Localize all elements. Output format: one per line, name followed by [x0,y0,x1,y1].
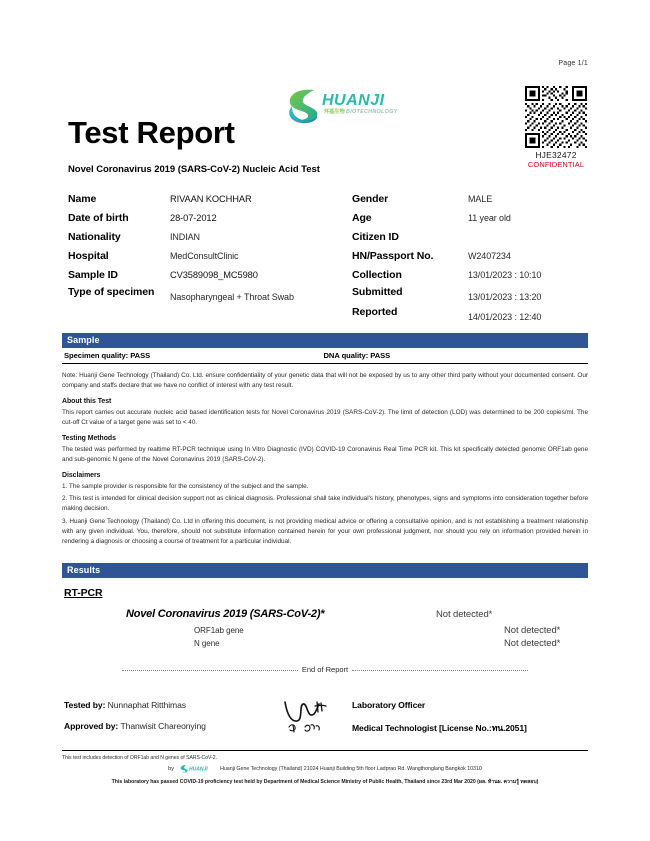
confidentiality-note: Note: Huanji Gene Technology (Thailand) Co. Ltd. ensure confidentiality of your genetic data that will not be exposed by us to any other third party without your documented consent. Our company and staffs declare that we have no conflict of interest with any test result. [62,372,588,389]
report-footer [62,755,588,786]
value-sample-id: CV3589098_MC5980 [170,270,258,280]
value-reported: 14/01/2023 : 12:40 [468,312,542,322]
label-nationality: Nationality [68,231,121,243]
report-subtitle: Novel Coronavirus 2019 (SARS-CoV-2) Nucleic Acid Test [68,164,320,175]
label-hospital: Hospital [68,250,109,262]
label-reported: Reported [352,306,398,318]
approved-by-label: Approved by: [64,721,119,732]
handwritten-signature-icon [277,694,347,738]
label-hn-passport: HN/Passport No. [352,250,434,262]
result-value: Not detected* [504,638,561,650]
result-name: ORF1ab gene [194,626,244,636]
disclaimer-item-1: 1. The sample provider is responsible for the consistency of the subject and the sample. [62,482,309,490]
report-code-id: HJE32472 [535,150,577,160]
footer-by-label: by [168,765,175,772]
section-header-sample: Sample [62,333,588,348]
label-name: Name [68,193,97,205]
confidential-badge: CONFIDENTIAL [527,159,585,169]
disclaimers-heading: Disclaimers [62,471,101,479]
report-sheet [62,60,588,786]
qr-block [525,86,587,169]
signature-roles [352,700,527,746]
end-of-report-label: End of Report [301,665,349,675]
specimen-quality: Specimen quality: PASS [64,351,151,360]
testing-methods-text: The tested was performed by realtime RT-PCR technique using In Vitro Diagnostic (IVD) COVID-19 Coronavirus Real Time PCR kit. This kit specifically detected genomic ORF1ab gene and sub-genomic N gene of the Novel Coronavirus 2019 (SARS-CoV-2). [62,445,588,463]
footer-company-line [62,764,588,773]
value-hn-passport: W2407234 [468,251,511,261]
report-header [62,60,588,180]
result-row [62,638,588,649]
about-this-test-heading: About this Test [62,397,112,405]
role-medical-technologist: Medical Technologist [License No.:ทน.2051] [352,723,527,734]
label-age: Age [352,212,372,224]
svg-text:HUANJI: HUANJI [189,766,208,773]
signature-block [62,700,588,744]
label-gender: Gender [352,193,389,205]
dotted-line-right [352,669,528,671]
value-name: RIVAAN KOCHHAR [170,194,252,204]
label-submitted: Submitted [352,286,403,298]
spacer-cell-2 [170,305,352,310]
dotted-line-left [122,669,298,671]
result-row [62,625,588,636]
qr-code-image [525,86,587,148]
disclaimer-item-2: 2. This test is intended for clinical decision support not as clinical diagnosis. Professional shall take individual's history, phenotypes, signs and symptoms into consideration together before making decision. [62,495,588,513]
value-nationality: INDIAN [170,232,200,242]
label-specimen-type: Type of specimen [68,286,155,298]
value-collection: 13/01/2023 : 10:10 [468,270,542,280]
footer-certification: This laboratory has passed COVID-19 proficiency test held by Department of Medical Science Ministry of Public Health, Thailand since 23rd Mar 2020 (ผล. ท้านผ. ความรู้ ทดสอบ) [111,779,539,786]
result-value: Not detected* [436,609,493,621]
page-title: Test Report [68,115,235,150]
huanji-logo [284,86,416,126]
label-citizen-id: Citizen ID [352,231,399,243]
tested-by-label: Tested by: [64,700,106,711]
dna-quality: DNA quality: PASS [323,351,391,360]
role-laboratory-officer: Laboratory Officer [352,700,426,711]
footer-test-note: This test includes detection of ORF1ab and N genes of SARS-CoV-2. [62,755,217,762]
result-row [62,608,588,620]
label-dob: Date of birth [68,212,129,224]
about-this-test-text: This report carries out accurate nucleic acid based identification tests for Novel Coronavirus 2019 (SARS-CoV-2). The limit of detection (LOD) was determined to be 200 copies/ml. The cut-off Ct value of a target gene was set to < 40. [62,408,588,426]
results-list [62,608,588,649]
tested-by-name: Nunnaphat Ritthimas [107,700,186,711]
value-submitted: 13/01/2023 : 13:20 [468,292,542,302]
tested-by-line [64,700,206,710]
result-value: Not detected* [504,625,561,637]
value-dob: 28-07-2012 [170,213,217,223]
approved-by-line [64,721,206,731]
section-header-results: Results [62,563,588,578]
result-name: Novel Coronavirus 2019 (SARS-CoV-2)* [126,608,325,621]
label-sample-id: Sample ID [68,269,118,281]
label-collection: Collection [352,269,402,281]
result-name: N gene [194,639,220,649]
testing-methods-heading: Testing Methods [62,434,116,442]
svg-text:BIOTECHNOLOGY: BIOTECHNOLOGY [346,109,398,115]
disclaimer-item-3: 3. Huanji Gene Technology (Thailand) Co. Ltd in offering this document, is not providing medical advice or offering a consultative opinion, and is not establishing a treatment relationship with any given individual. You, therefore, should not substitute information contained herein for your own professional judgment, nor should you rely on information provided herein in rendering a diagnosis or choosing a course of treatment for a particular individual. [62,518,588,546]
svg-text:HUANJI: HUANJI [322,92,385,109]
footer-address: Huanji Gene Technology (Thailand) 21024 Huanji Building 5th floor Ladprao Rd. Wangthonglang Bangkok 10310 [220,765,482,772]
huanji-footer-logo-icon [179,764,215,773]
end-of-report-separator [62,665,588,674]
page-number: Page 1/1 [558,60,588,67]
value-age: 11 year old [468,213,511,223]
value-specimen-type: Nasopharyngeal + Throat Swab [170,292,294,302]
approved-by-name: Thanwisit Chareonying [120,721,206,732]
signature-names [64,700,206,742]
value-hospital: MedConsultClinic [170,251,239,261]
patient-info-grid [68,190,588,325]
footer-divider [62,750,588,751]
results-method-label: RT-PCR [64,587,103,600]
quality-row [62,348,588,364]
value-gender: MALE [468,194,493,204]
svg-text:环基生物: 环基生物 [324,109,345,115]
